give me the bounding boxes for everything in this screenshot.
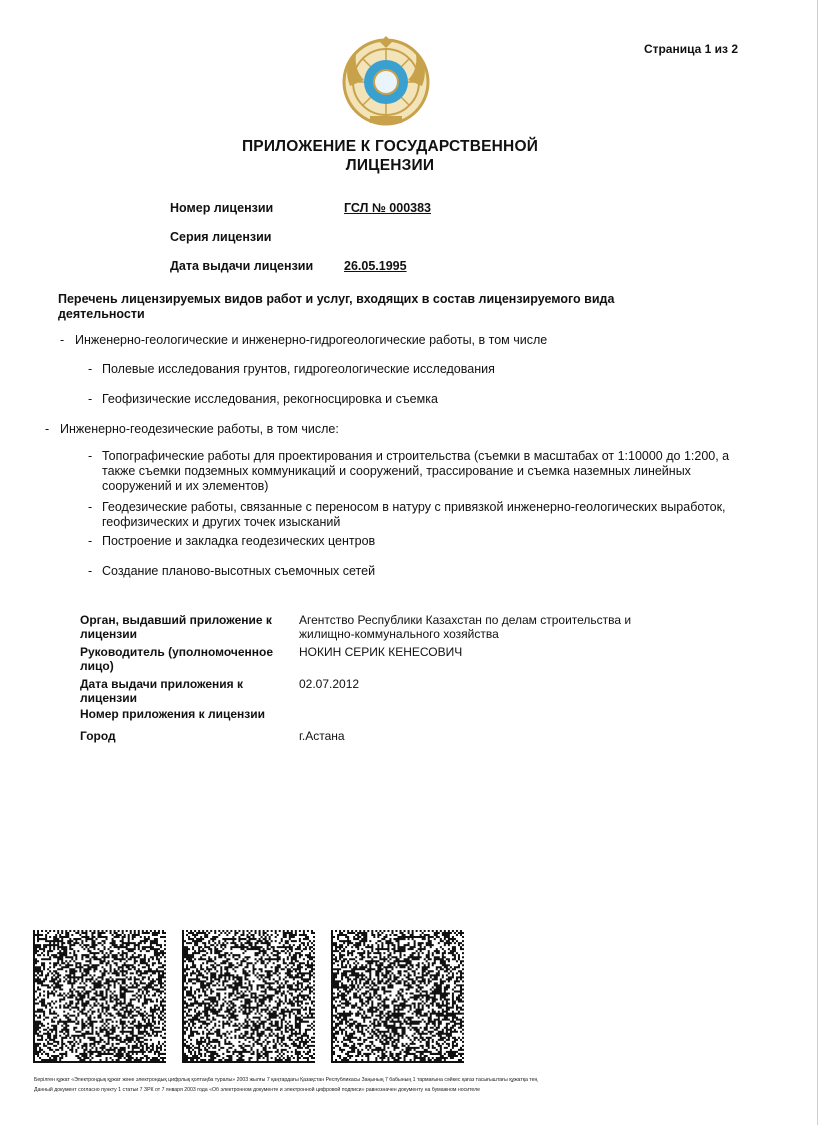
issue-date-value: 02.07.2012	[299, 677, 360, 691]
title-line-1: ПРИЛОЖЕНИЕ К ГОСУДАРСТВЕННОЙ	[241, 138, 539, 155]
qr-code-3	[331, 930, 464, 1063]
qr-code-1	[33, 930, 166, 1063]
title-line-2: ЛИЦЕНЗИИ	[345, 157, 435, 174]
bullet-dash: -	[88, 392, 93, 406]
head-label: Руководитель (уполномоченное лицо)	[80, 645, 274, 673]
footnote-kazakh: Берілген құжат «Электрондық құжат және электрондық цифрлық қолтаңба туралы» 2003 жылғы 7 қаңтардағы Қазақстан Республикасы Заңының 7 бабының 1 тармағына сәйкес қағаз тасығыштағы құжатқа тең	[34, 1077, 538, 1083]
license-number-value: ГСЛ № 000383	[344, 201, 431, 215]
bullet-dash: -	[88, 362, 93, 376]
license-series-row	[170, 230, 344, 244]
page-number: Страница 1 из 2	[643, 42, 738, 56]
license-date-row	[170, 259, 407, 273]
document-title	[200, 137, 580, 175]
license-date-label: Дата выдачи лицензии	[170, 259, 314, 273]
activity-subitem	[88, 392, 728, 407]
activity-subitem	[88, 449, 740, 494]
bullet-dash: -	[60, 333, 65, 347]
issuer-label: Орган, выдавший приложение к лицензии	[80, 613, 272, 641]
activity-subitem	[88, 500, 740, 530]
activity-subitem	[88, 362, 728, 377]
city-value: г.Астана	[299, 729, 345, 743]
activity-subitem	[88, 534, 728, 549]
activity-text: Полевые исследования грунтов, гидрогеологические исследования	[102, 362, 495, 376]
kazakhstan-state-emblem-icon	[340, 36, 432, 128]
license-series-label: Серия лицензии	[170, 230, 272, 244]
appendix-number-label: Номер приложения к лицензии	[80, 707, 265, 721]
city-label: Город	[80, 729, 116, 743]
activity-text: Построение и закладка геодезических центров	[102, 534, 376, 548]
qr-code-2	[182, 930, 315, 1063]
bullet-dash: -	[88, 449, 93, 463]
bullet-dash: -	[88, 564, 93, 578]
activity-text: Геофизические исследования, рекогносцировка и съемка	[102, 392, 438, 406]
head-value: НОКИН СЕРИК КЕНЕСОВИЧ	[299, 645, 463, 659]
activity-text: Топографические работы для проектирования и строительства (съемки в масштабах от 1:10000 до 1:200, а также съемки подземных коммуникаций и сооружений, трассирование и съемка наземных линейных сооружений и их элементов)	[102, 449, 730, 493]
activity-text: Инженерно-геологические и инженерно-гидрогеологические работы, в том числе	[75, 333, 548, 347]
license-number-label: Номер лицензии	[170, 201, 274, 215]
footnote-russian: Данный документ согласно пункту 1 статьи 7 ЗРК от 7 января 2003 года «Об электронном документе и электронной цифровой подписи» равнозначен документу на бумажном носителе	[34, 1087, 481, 1093]
activities-intro: Перечень лицензируемых видов работ и услуг, входящих в состав лицензируемого вида деятельности	[58, 292, 615, 321]
activity-item	[45, 422, 685, 437]
bullet-dash: -	[88, 500, 93, 514]
activity-subitem	[88, 564, 728, 579]
bullet-dash: -	[88, 534, 93, 548]
scan-edge-line	[817, 0, 818, 1125]
bullet-dash: -	[45, 422, 50, 436]
activity-text: Геодезические работы, связанные с переносом в натуру с привязкой инженерно-геологических выработок, геофизических и других точек изысканий	[102, 500, 726, 529]
issue-date-label: Дата выдачи приложения к лицензии	[80, 677, 243, 705]
license-number-row	[170, 201, 431, 215]
issuer-value: Агентство Республики Казахстан по делам строительства и жилищно-коммунального хозяйства	[299, 613, 632, 641]
activity-text: Инженерно-геодезические работы, в том числе:	[60, 422, 339, 436]
activity-item	[60, 333, 700, 348]
activity-text: Создание планово-высотных съемочных сетей	[102, 564, 376, 578]
license-date-value: 26.05.1995	[344, 259, 407, 273]
